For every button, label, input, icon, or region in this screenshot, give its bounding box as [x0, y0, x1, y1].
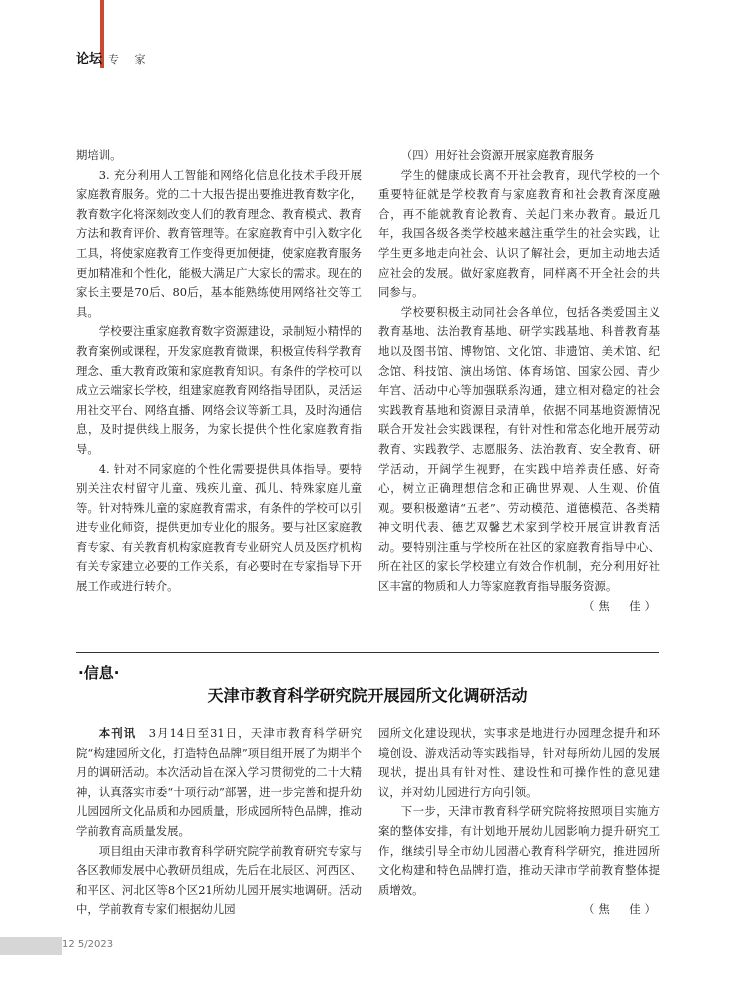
article-author: （焦 佳） — [583, 598, 660, 613]
paragraph: 项目组由天津市教育科学研究院学前教育研究专家与各区教师发展中心教研员组成，先后在北辰区、河西区、和平区、河北区等8个区21所幼儿园开展实地调研。活动中，学前教育专家们根据幼儿园 — [76, 843, 362, 917]
paragraph: 学校要积极主动同社会各单位，包括各类爱国主义教育基地、法治教育基地、研学实践基地、科普教育基地以及图书馆、博物馆、文化馆、非遗馆、美术馆、纪念馆、科技馆、演出场馆、体育场馆、国家公园、青少年宫、活动中心等加强联系沟通，建立相对稳定的社会实践教育基地和资源目录清单，依据不同基地资源情况联合开发社会实践课程，有针对性和常态化地开展劳动教育、实践教学、志愿服务、法治教育、安全教育、研学活动，开阔学生视野，在实践中培养责任感、好奇心，树立正确理想信念和正确世界观、人生观、价值观。要积极邀请“五老”、劳动模范、道德模范、各类精神文明代表、德艺双馨艺术家到学校开展宣讲教育活动。要特别注重与学校所在社区的家庭教育指导中心、所在社区的家长学校建立有效合作机制，充分利用好社区丰富的物质和人力等家庭教育指导服务资源。 — [378, 304, 660, 594]
paragraph — [76, 724, 362, 842]
paragraph: 学校要注重家庭教育数字资源建设，录制短小精悍的教育案例或课程，开发家庭教育微课，积极宣传科学教育理念、重大教育政策和家庭教育知识。有条件的学校可以成立云端家长学校，组建家庭教育网络指导团队，灵活运用社交平台、网络直播、网络会议等新工具，及时沟通信息，及时提供线上服务，为家长提供个性化家庭教育指导。 — [76, 324, 362, 456]
footer-bar — [0, 937, 62, 955]
news-author: （焦 佳） — [583, 902, 660, 917]
paragraph: 期培训。 — [76, 148, 122, 162]
section-divider — [76, 652, 659, 653]
news-label: ·信息· — [78, 664, 120, 682]
paragraph: 3. 充分利用人工智能和网络化信息化技术手段开展家庭教育服务。党的二十大报告提出要推进教育数字化，教育数字化将深刻改变人们的教育理念、教育模式、教育方法和教育评价、教育管理等。在家庭教育中引入数字化工具，将使家庭教育工作变得更加便捷，使家庭教育服务更加精准和个性化，能极大满足广大家长的需求。现在的家长主要是70后、80后，基本能熟练使用网络社交等工具。 — [76, 167, 362, 319]
news-left-column — [76, 724, 362, 920]
article-left-column — [76, 146, 362, 597]
paragraph: 下一步，天津市教育科学研究院将按照项目实施方案的整体安排，有计划地开展幼儿园影响力提升研究工作，继续引导全市幼儿园潜心教育科学研究，推进园所文化构建和特色品牌打造，推动天津市学前教育整体提质增效。 — [378, 804, 660, 897]
news-title: 天津市教育科学研究院开展园所文化调研活动 — [207, 686, 528, 705]
subheading: （四）用好社会资源开展家庭教育服务 — [400, 148, 595, 162]
paragraph-text: 3月14日至31日，天津市教育科学研究院“构建园所文化，打造特色品牌”项目组开展了为期半个月的调研活动。本次活动旨在深入学习贯彻党的二十大精神，认真落实市委“十项行动”部署，进一步完善和提升幼儿园园所文化品质和办园质量，形成园所特色品牌，推动学前教育高质量发展。 — [76, 726, 362, 838]
page-number: 12 — [62, 939, 75, 950]
paragraph: 学生的健康成长离不开社会教育，现代学校的一个重要特征就是学校教育与家庭教育和社会教育深度融合，再不能就教育论教育、关起门来办教育。最近几年，我国各级各类学校越来越注重学生的社会实践，让学生更多地走向社会、认识了解社会，更加主动地去适应社会的发展。做好家庭教育，同样离不开全社会的共同参与。 — [378, 167, 660, 300]
issue-number: 5/2023 — [77, 939, 114, 950]
article-right-column — [378, 146, 660, 616]
paragraph: 园所文化建设现状，实事求是地进行办园理念提升和环境创设、游戏活动等实践指导，针对每所幼儿园的发展现状，提出具有针对性、建设性和可操作性的意见建议，并对幼儿园进行方向引领。 — [378, 726, 660, 799]
news-lead: 本刊讯 — [98, 726, 137, 740]
news-right-column — [378, 724, 660, 920]
page-footer — [62, 939, 113, 950]
section-subtitle: 专 家 — [108, 53, 152, 66]
section-title: 论坛 — [76, 52, 103, 67]
page-header — [76, 48, 152, 67]
paragraph: 4. 针对不同家庭的个性化需要提供具体指导。要特别关注农村留守儿童、残疾儿童、孤儿、特殊家庭儿童等。针对特殊儿童的家庭教育需求，有条件的学校可以引进专业化师资，提供更加专业化的服务。要与社区家庭教育专家、有关教育机构家庭教育专业研究人员及医疗机构有关专家建立必要的工作关系，有必要时在专家指导下开展工作或进行转介。 — [76, 461, 362, 594]
